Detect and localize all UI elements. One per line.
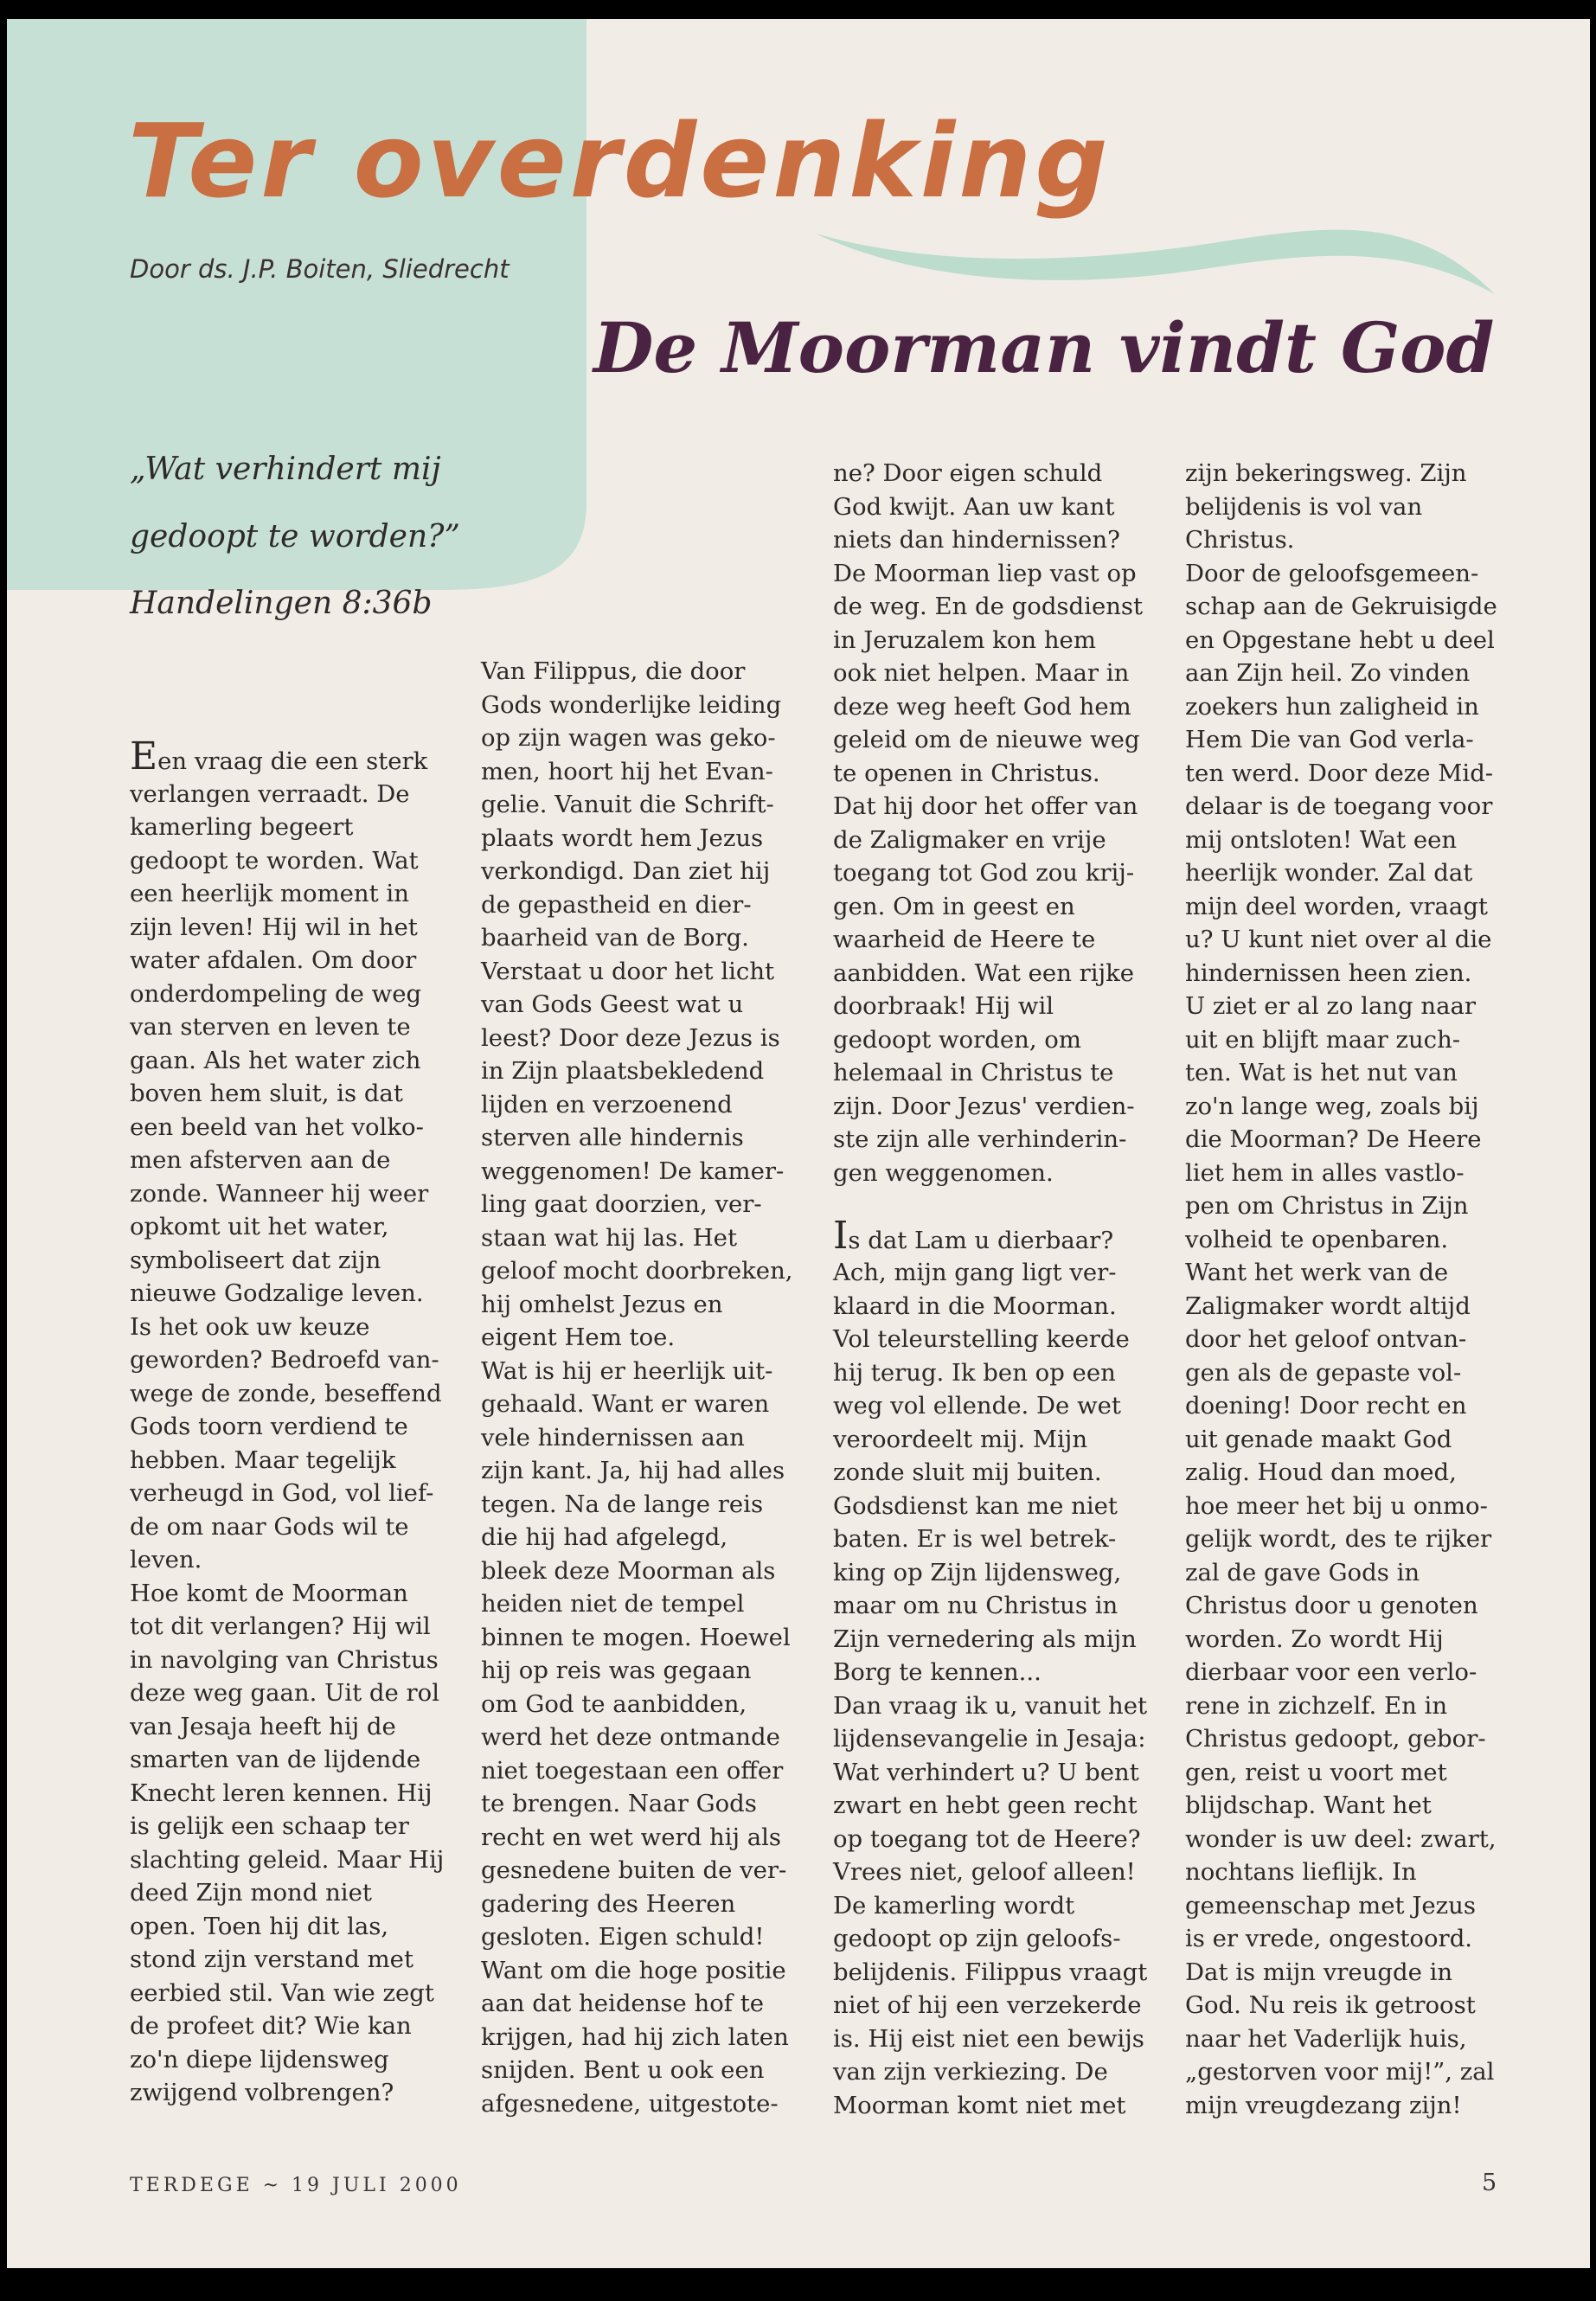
body-text-line: baten. Er is wel betrek-: [833, 1525, 1117, 1553]
body-text-line: klaard in die Moorman.: [833, 1292, 1117, 1320]
body-text-line: Zijn vernedering als mijn: [833, 1625, 1137, 1653]
body-text-line: Is dat Lam u dierbaar?: [833, 1213, 1114, 1258]
body-text-line: Gods wonderlijke leiding: [481, 690, 782, 719]
body-text-line: leest? Door deze Jezus is: [481, 1023, 780, 1052]
body-text-line: de gepastheid en dier-: [481, 890, 752, 919]
body-text-line: de profeet dit? Wie kan: [130, 2012, 412, 2040]
article-column-1: [130, 734, 445, 2110]
body-text-line: lijdensevangelie in Jesaja:: [833, 1725, 1146, 1753]
body-text-line: sterven alle hindernis: [481, 1124, 744, 1151]
body-text-line: mijn vreugdezang zijn!: [1185, 2091, 1462, 2119]
body-text-line: mij ontsloten! Wat een: [1185, 825, 1458, 854]
body-text-line: gen, reist u voort met: [1185, 1758, 1447, 1786]
body-text-line: Zaligmaker wordt altijd: [1185, 1292, 1471, 1320]
body-text-line: men afsterven aan de: [130, 1146, 391, 1174]
body-text-line: zo'n diepe lijdensweg: [130, 2045, 389, 2073]
article-headline: De Moorman vindt God: [593, 307, 1495, 388]
body-text-line: is. Hij eist niet een bewijs: [833, 2024, 1144, 2053]
body-text-line: in navolging van Christus: [130, 1645, 439, 1674]
body-text-line: deed Zijn mond niet: [130, 1879, 372, 1907]
body-text-line: smarten van de lijdende: [130, 1746, 421, 1773]
body-text-line: Want het werk van de: [1185, 1259, 1449, 1286]
body-text-line: wonder is uw deel: zwart,: [1185, 1824, 1497, 1853]
body-text-line: zijn bekeringsweg. Zijn: [1185, 459, 1467, 487]
body-text-line: worden. Zo wordt Hij: [1185, 1625, 1444, 1653]
body-text-line: staan wat hij las. Het: [481, 1223, 738, 1252]
article-column-4: [1185, 457, 1497, 2122]
body-text-line: hoe meer het bij u onmo-: [1185, 1491, 1488, 1520]
body-text-line: die hij had afgelegd,: [481, 1523, 728, 1551]
body-text-line: [833, 1189, 1147, 1223]
body-text-line: Dan vraag ik u, vanuit het: [833, 1691, 1148, 1720]
body-text-line: op toegang tot de Heere?: [833, 1824, 1141, 1853]
body-text-line: aan dat heidense hof te: [481, 1990, 765, 2017]
body-text-line: „gestorven voor mij!”, zal: [1185, 2058, 1495, 2086]
magazine-page: [7, 19, 1590, 2268]
footer-publication: TERDEGE ~ 19 JULI 2000: [130, 2175, 462, 2196]
body-text-line: Een vraag die een sterk: [130, 734, 428, 779]
body-text-line: is er vrede, ongestoord.: [1185, 1925, 1473, 1952]
body-text-line: wege de zonde, beseffend: [130, 1379, 442, 1407]
body-text-line: ook niet helpen. Maar in: [833, 659, 1130, 687]
body-text-line: Hoe komt de Moorman: [130, 1579, 408, 1607]
body-text-line: schap aan de Gekruisigde: [1185, 593, 1497, 620]
body-text-line: nochtans lieflijk. In: [1185, 1858, 1417, 1886]
body-text-line: om God te aanbidden,: [481, 1689, 747, 1718]
body-text-line: Dat hij door het offer van: [833, 792, 1138, 820]
body-text-line: hij omhelst Jezus en: [481, 1290, 723, 1318]
article-column-2: [481, 655, 793, 2120]
body-text-line: men, hoort hij het Evan-: [481, 757, 773, 785]
body-text-line: gen als de gepaste vol-: [1185, 1358, 1462, 1387]
body-text-line: u? U kunt niet over al die: [1185, 926, 1492, 953]
body-text-line: eerbied stil. Van wie zegt: [130, 1978, 434, 2007]
body-text-line: ling gaat doorzien, ver-: [481, 1190, 762, 1218]
body-text-line: hebben. Maar tegelijk: [130, 1445, 396, 1474]
body-text-line: is gelijk een schaap ter: [130, 1812, 409, 1840]
body-text-line: een beeld van het volko-: [130, 1112, 424, 1141]
body-text-line: deze weg gaan. Uit de rol: [130, 1679, 440, 1707]
body-text-line: plaats wordt hem Jezus: [481, 824, 764, 852]
body-text-line: Hem Die van God verla-: [1185, 726, 1474, 753]
body-text-line: van Gods Geest wat u: [481, 990, 744, 1018]
body-text-line: baarheid van de Borg.: [481, 924, 749, 952]
body-text-line: belijdenis is vol van: [1185, 492, 1423, 521]
body-text-line: eigent Hem toe.: [481, 1324, 676, 1351]
body-text-line: liet hem in alles vastlo-: [1185, 1158, 1465, 1187]
body-text-line: zalig. Houd dan moed,: [1185, 1458, 1457, 1486]
body-text-line: gedoopt worden, om: [833, 1025, 1081, 1054]
body-text-line: slachting geleid. Maar Hij: [130, 1845, 445, 1874]
body-text-line: hindernissen heen zien.: [1185, 958, 1472, 987]
body-text-line: zonde sluit mij buiten.: [833, 1458, 1102, 1486]
body-text-line: gadering des Heeren: [481, 1889, 736, 1918]
body-text-line: dierbaar voor een verlo-: [1185, 1658, 1477, 1686]
body-text-line: Wat verhindert u? U bent: [833, 1758, 1139, 1786]
body-text-line: ste zijn alle verhinderin-: [833, 1125, 1127, 1153]
body-text-line: weg vol ellende. De wet: [833, 1392, 1121, 1420]
body-text-line: ten werd. Door deze Mid-: [1185, 759, 1494, 787]
body-text-line: werd het deze ontmande: [481, 1723, 780, 1751]
body-text-line: gelie. Vanuit die Schrift-: [481, 791, 774, 818]
drop-cap-letter: E: [130, 734, 158, 779]
body-text-line: rene in zichzelf. En in: [1185, 1691, 1448, 1720]
body-text-line: gehaald. Want er waren: [481, 1390, 770, 1418]
body-text-line: zwart en hebt geen recht: [833, 1791, 1138, 1819]
body-text-line: vele hindernissen aan: [481, 1423, 745, 1452]
body-text-line: belijdenis. Filippus vraagt: [833, 1958, 1148, 1986]
body-text-line: pen om Christus in Zijn: [1185, 1192, 1469, 1220]
body-text-line: Christus gedoopt, gebor-: [1185, 1725, 1486, 1753]
body-text-line: gen. Om in geest en: [833, 892, 1075, 920]
body-text-line: de Zaligmaker en vrije: [833, 825, 1106, 854]
body-text-line: Wat is hij er heerlijk uit-: [481, 1356, 773, 1385]
body-text-line: Godsdienst kan me niet: [833, 1491, 1118, 1520]
body-text-line: kamerling begeert: [130, 813, 354, 841]
body-text-line: verlangen verraadt. De: [130, 779, 410, 808]
body-text-line: volheid te openbaren.: [1185, 1225, 1449, 1253]
body-text-line: in Jeruzalem kon hem: [833, 625, 1096, 654]
body-text-line: uit genade maakt God: [1185, 1425, 1452, 1453]
body-text-line: gedoopt te worden. Wat: [130, 846, 419, 875]
body-text-line: bleek deze Moorman als: [481, 1556, 776, 1585]
body-text-line: zo'n lange weg, zoals bij: [1185, 1092, 1479, 1120]
body-text-line: en Opgestane hebt u deel: [1185, 625, 1495, 654]
body-text-line: lijden en verzoenend: [481, 1090, 733, 1118]
body-text-line: onderdompeling de weg: [130, 979, 422, 1008]
body-text-line: verheugd in God, vol lief-: [130, 1479, 434, 1507]
body-text-line: Knecht leren kennen. Hij: [130, 1779, 433, 1807]
body-text-line: van zijn verkiezing. De: [833, 2058, 1108, 2086]
body-text-line: delaar is de toegang voor: [1185, 792, 1493, 820]
body-text-line: geloof mocht doorbreken,: [481, 1257, 793, 1285]
body-text-line: Want om die hoge positie: [481, 1956, 786, 1984]
body-text-line: zoekers hun zaligheid in: [1185, 692, 1479, 721]
body-text-line: te brengen. Naar Gods: [481, 1790, 757, 1817]
body-text-line: van Jesaja heeft hij de: [130, 1712, 396, 1740]
body-text-line: zijn kant. Ja, hij had alles: [481, 1457, 785, 1484]
body-text-line: de weg. En de godsdienst: [833, 593, 1144, 620]
body-text-line: Is het ook uw keuze: [130, 1312, 370, 1341]
body-text-line: gaan. Als het water zich: [130, 1046, 421, 1074]
body-text-line: stond zijn verstand met: [130, 1945, 414, 1973]
article-column-3: [833, 457, 1147, 2122]
body-text-line: aanbidden. Wat een rijke: [833, 958, 1135, 987]
body-text-line: blijdschap. Want het: [1185, 1791, 1432, 1819]
body-text-line: Moorman komt niet met: [833, 2091, 1126, 2119]
body-text-line: gesnedene buiten de ver-: [481, 1856, 787, 1884]
body-text-line: Ach, mijn gang ligt ver-: [833, 1259, 1117, 1286]
body-text-line: open. Toen hij dit las,: [130, 1912, 389, 1940]
body-text-line: Vrees niet, geloof alleen!: [833, 1858, 1136, 1886]
body-text-line: uit en blijft maar zuch-: [1185, 1025, 1461, 1054]
body-text-line: veroordeelt mij. Mijn: [833, 1425, 1088, 1453]
body-text-line: krijgen, had hij zich laten: [481, 2022, 789, 2051]
body-text-line: king op Zijn lijdensweg,: [833, 1558, 1122, 1586]
body-text-line: niets dan hindernissen?: [833, 526, 1120, 554]
body-text-line: helemaal in Christus te: [833, 1059, 1114, 1086]
section-title: Ter overdenking: [128, 101, 1112, 221]
body-text-line: symboliseert dat zijn: [130, 1246, 381, 1274]
body-text-line: niet of hij een verzekerde: [833, 1991, 1142, 2019]
body-text-line: aan Zijn heil. Zo vinden: [1185, 659, 1471, 687]
body-text-line: Door de geloofsgemeen-: [1185, 559, 1479, 587]
body-text-line: van sterven en leven te: [130, 1013, 411, 1041]
body-text-line: opkomt uit het water,: [130, 1213, 389, 1240]
body-text-line: tot dit verlangen? Hij wil: [130, 1612, 431, 1640]
body-text-line: te openen in Christus.: [833, 759, 1100, 787]
body-text-line: door het geloof ontvan-: [1185, 1325, 1467, 1353]
body-text-line: een heerlijk moment in: [130, 880, 409, 907]
body-text-line: Christus.: [1185, 526, 1295, 554]
body-text-line: Van Filippus, die door: [481, 657, 746, 685]
body-text-line: snijden. Bent u ook een: [481, 2056, 765, 2084]
body-text-line: water afdalen. Om door: [130, 946, 417, 974]
body-text-line: naar het Vaderlijk huis,: [1185, 2024, 1467, 2053]
body-text-line: gedoopt op zijn geloofs-: [833, 1925, 1121, 1952]
body-text-line: ne? Door eigen schuld: [833, 459, 1103, 487]
mint-swoosh-shape: [816, 230, 1495, 294]
body-text-line: weggenomen! De kamer-: [481, 1157, 785, 1185]
body-text-line: waarheid de Heere te: [833, 926, 1096, 953]
body-text-line: Vol teleurstelling keerde: [833, 1325, 1130, 1353]
body-text-line: toegang tot God zou krij-: [833, 859, 1135, 887]
body-text-line: deze weg heeft God hem: [833, 692, 1131, 721]
quote-reference: Handelingen 8:36b: [130, 586, 433, 621]
body-text-line: die Moorman? De Heere: [1185, 1125, 1482, 1153]
body-text-line: ten. Wat is het nut van: [1185, 1059, 1458, 1086]
body-text-line: doening! Door recht en: [1185, 1392, 1467, 1420]
body-text-line: gelijk wordt, des te rijker: [1185, 1525, 1492, 1553]
body-text-line: geworden? Bedroefd van-: [130, 1346, 439, 1374]
author-byline: Door ds. J.P. Boiten, Sliedrecht: [130, 254, 510, 284]
body-text-line: gemeenschap met Jezus: [1185, 1891, 1476, 1920]
body-text-line: gen weggenomen.: [833, 1158, 1054, 1187]
body-text-line: Borg te kennen...: [833, 1658, 1042, 1686]
body-text-line: binnen te mogen. Hoewel: [481, 1623, 791, 1651]
body-text-line: recht en wet werd hij als: [481, 1823, 782, 1851]
body-text-line: tegen. Na de lange reis: [481, 1490, 764, 1518]
body-text-line: hij op reis was gegaan: [481, 1657, 752, 1684]
body-text-line: mijn deel worden, vraagt: [1185, 892, 1488, 920]
body-text-line: geleid om de nieuwe weg: [833, 726, 1140, 753]
body-text-line: U ziet er al zo lang naar: [1185, 992, 1477, 1020]
body-text-line: op zijn wagen was geko-: [481, 724, 776, 752]
body-text-line: Gods toorn verdiend te: [130, 1413, 408, 1440]
body-text-line: heiden niet de tempel: [481, 1590, 745, 1618]
body-text-line: gesloten. Eigen schuld!: [481, 1923, 765, 1951]
body-text-line: heerlijk wonder. Zal dat: [1185, 859, 1473, 887]
body-text-line: zonde. Wanneer hij weer: [130, 1179, 429, 1208]
body-text-line: niet toegestaan een offer: [481, 1756, 784, 1785]
drop-cap-letter: I: [833, 1213, 849, 1258]
body-text-line: afgesnedene, uitgestote-: [481, 2089, 779, 2118]
body-text-line: de om naar Gods wil te: [130, 1512, 409, 1541]
body-text-line: boven hem sluit, is dat: [130, 1080, 403, 1107]
body-text-line: God. Nu reis ik getroost: [1185, 1991, 1476, 2019]
body-text-line: Verstaat u door het licht: [481, 957, 775, 985]
body-text-line: doorbraak! Hij wil: [833, 992, 1054, 1020]
body-text-line: nieuwe Godzalige leven.: [130, 1279, 424, 1307]
quote-line-2: gedoopt te worden?”: [130, 519, 460, 554]
quote-line-1: „Wat verhindert mij: [130, 452, 441, 487]
body-text-line: De Moorman liep vast op: [833, 559, 1137, 587]
body-text-line: hij terug. Ik ben op een: [833, 1358, 1116, 1387]
body-text-line: leven.: [130, 1546, 202, 1574]
body-text-line: Christus door u genoten: [1185, 1592, 1478, 1619]
body-text-line: God kwijt. Aan uw kant: [833, 492, 1115, 521]
body-text-line: in Zijn plaatsbekledend: [481, 1057, 765, 1085]
body-text-line: zal de gave Gods in: [1185, 1558, 1420, 1586]
body-text-line: zijn. Door Jezus' verdien-: [833, 1092, 1135, 1120]
body-text-line: De kamerling wordt: [833, 1891, 1075, 1920]
body-text-line: zijn leven! Hij wil in het: [130, 913, 418, 941]
body-text-line: verkondigd. Dan ziet hij: [481, 857, 771, 885]
body-text-line: maar om nu Christus in: [833, 1592, 1118, 1619]
page-number: 5: [1482, 2170, 1497, 2196]
body-text-line: zwijgend volbrengen?: [130, 2079, 394, 2106]
body-text-line: Dat is mijn vreugde in: [1185, 1958, 1453, 1986]
